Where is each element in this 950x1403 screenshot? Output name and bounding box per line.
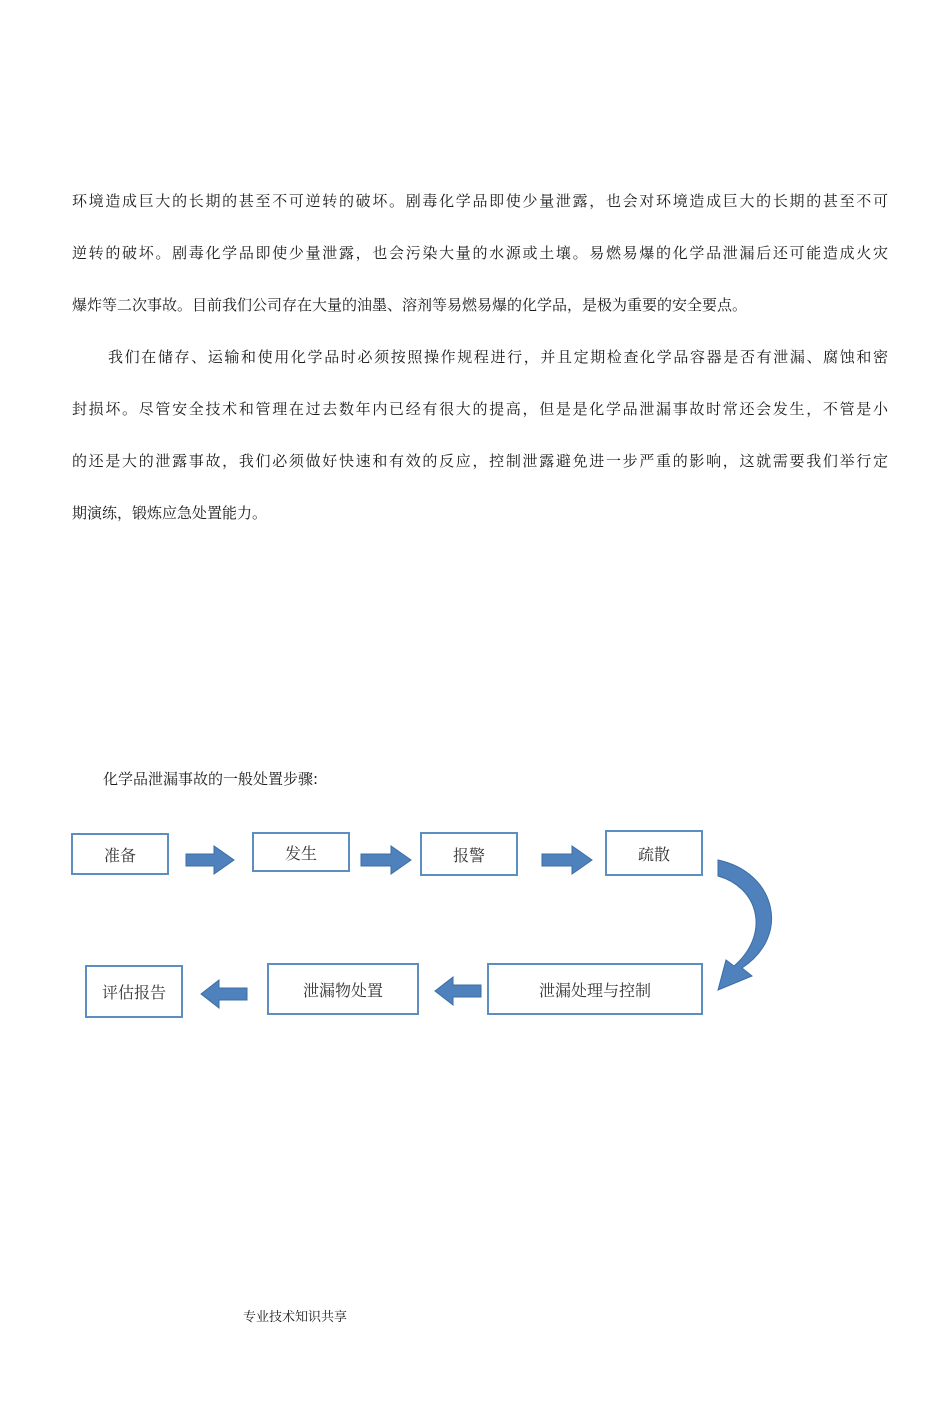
arrow-right-icon — [186, 846, 234, 874]
paragraph-line: 封损坏。尽管安全技术和管理在过去数年内已经有很大的提高，但是是化学品泄漏事故时常还会发生，不管是小 — [72, 400, 888, 418]
step-alarm: 报警 — [420, 832, 518, 876]
footer-text: 专业技术知识共享 — [243, 1310, 348, 1325]
flowchart-title: 化学品泄漏事故的一般处置步骤: — [103, 770, 319, 788]
step-occur: 发生 — [252, 832, 350, 872]
paragraph-line: 期演练，锻炼应急处置能力。 — [72, 504, 268, 522]
step-leak-control: 泄漏处理与控制 — [487, 963, 703, 1015]
paragraph-line: 环境造成巨大的长期的甚至不可逆转的破坏。剧毒化学品即使少量泄露，也会对环境造成巨大的长期的甚至不可 — [72, 192, 888, 210]
step-prepare: 准备 — [71, 833, 169, 875]
arrow-left-icon — [435, 977, 481, 1005]
step-evaluation-report: 评估报告 — [85, 965, 183, 1018]
arrow-left-icon — [201, 980, 247, 1008]
step-spill-disposal: 泄漏物处置 — [267, 963, 419, 1015]
arrow-right-icon — [542, 846, 592, 874]
paragraph-line: 的还是大的泄露事故，我们必须做好快速和有效的反应，控制泄露避免进一步严重的影响，这就需要我们举行定 — [72, 452, 888, 470]
step-evacuate: 疏散 — [605, 830, 703, 876]
curved-arrow-icon — [718, 860, 772, 990]
paragraph-line: 逆转的破坏。剧毒化学品即使少量泄露，也会污染大量的水源或土壤。易燃易爆的化学品泄漏后还可能造成火灾 — [72, 244, 888, 262]
paragraph-line: 爆炸等二次事故。目前我们公司存在大量的油墨、溶剂等易燃易爆的化学品，是极为重要的安全要点。 — [72, 296, 748, 314]
paragraph-line: 我们在储存、运输和使用化学品时必须按照操作规程进行，并且定期检查化学品容器是否有泄漏、腐蚀和密 — [108, 348, 888, 366]
arrow-right-icon — [361, 846, 411, 874]
